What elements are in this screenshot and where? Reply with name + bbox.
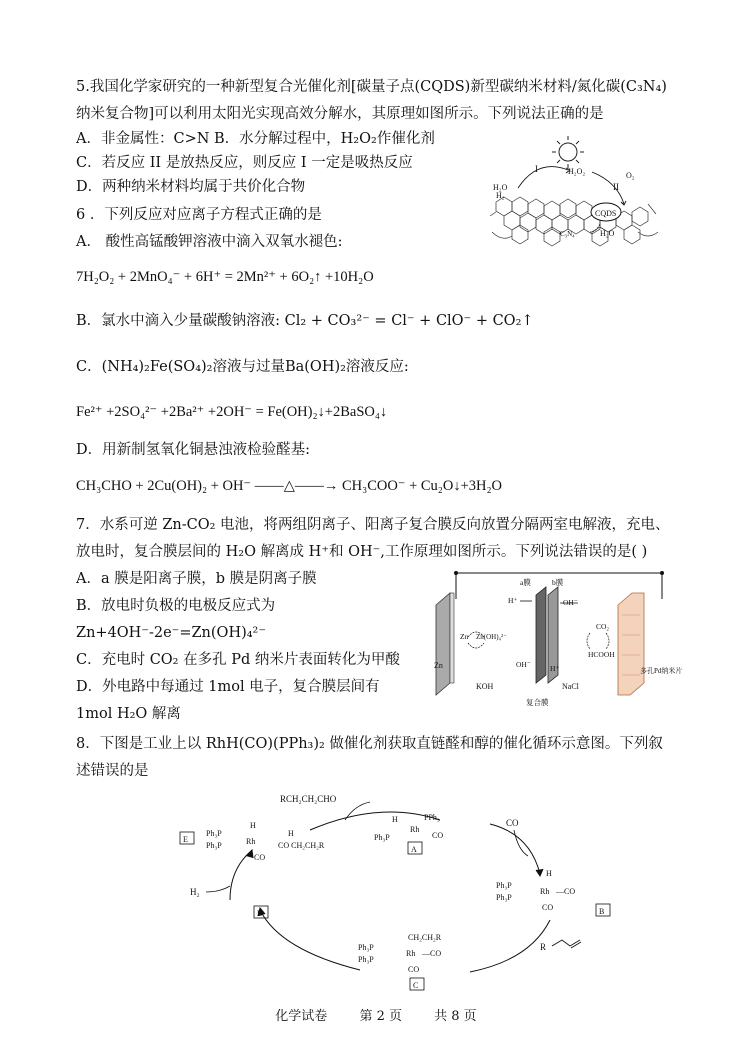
fig5-cqds: CQDS xyxy=(595,209,617,218)
q8-A-pph3: PPh₃ xyxy=(424,813,440,822)
reaction-I-arrow xyxy=(518,167,568,188)
q8-E-ph3p-2: Ph₃P xyxy=(206,841,222,850)
cycle-arrow-bottom-left xyxy=(260,910,360,970)
c3n4-lattice xyxy=(490,197,658,246)
cycle-arrow-top xyxy=(310,812,440,830)
fig5-h2o-right: H₂O xyxy=(600,229,615,238)
fig5-h2: H₂ xyxy=(496,191,505,200)
q8-co-in: CO xyxy=(506,818,519,828)
q8-E-co: CO xyxy=(254,853,266,862)
fig7-zn-oh4: Zn(OH)₄²⁻ xyxy=(476,633,507,641)
q5-stem-line1: 5.我国化学家研究的一种新型复合光催化剂[碳量子点(CQDS)新型碳纳米材料/氮化碳(C₃N₄) xyxy=(76,79,667,95)
q5-option-ab: A．非金属性：C>N B．水分解过程中，H₂O₂作催化剂 xyxy=(76,131,435,147)
q5-option-c: C．若反应 II 是放热反应，则反应 I 一定是吸热反应 xyxy=(76,155,413,171)
q8-h2-in: H₂ xyxy=(190,887,200,897)
fig5-c3n4: C₃N₄ xyxy=(560,230,575,238)
q6-option-b: B．氯水中滴入少量碳酸钠溶液: Cl₂ + CO₃²⁻ = Cl⁻ + ClO⁻ + CO₂↑ xyxy=(76,313,534,329)
fig7-oh-minus-bottom: OH⁻ xyxy=(516,660,531,669)
q8-E-ph3p-1: Ph₃P xyxy=(206,829,222,838)
q7-stem-line1: 7．水系可逆 Zn-CO₂ 电池，将两组阴离子、阳离子复合膜反向放置分隔两室电解液，充电、 xyxy=(76,517,670,533)
q8-A-h: H xyxy=(392,815,398,824)
fig7-a-membrane: a膜 xyxy=(520,578,531,587)
q8-product: RCH₂CH₂CHO xyxy=(280,794,337,804)
q8-B-h: H xyxy=(546,869,552,878)
q8-stem-line2: 述错误的是 xyxy=(76,763,149,779)
q8-B-co-right: —CO xyxy=(556,887,576,896)
q7-option-d2: 1mol H₂O 解离 xyxy=(76,706,181,722)
footer-total: 共 8 页 xyxy=(434,1009,477,1024)
q8-label-C: C xyxy=(413,981,419,990)
q7-option-b2: Zn+4OH⁻-2e⁻=Zn(OH)₄²⁻ xyxy=(76,625,267,641)
q7-option-c: C．充电时 CO₂ 在多孔 Pd 纳米片表面转化为甲酸 xyxy=(76,652,400,668)
fig7-hcooh: HCOOH xyxy=(588,650,615,659)
sun-icon xyxy=(552,136,584,168)
q8-C-ph3p-2: Ph₃P xyxy=(358,955,374,964)
q8-C-ch2ch2r: CH₂CH₂R xyxy=(408,933,442,942)
fig5-o2: O₂ xyxy=(626,171,635,180)
fig5-label-I: I xyxy=(535,164,538,174)
q8-C-co: CO xyxy=(408,965,420,974)
fig7-h-plus-bottom: H⁺ xyxy=(550,664,560,673)
q8-B-ph3p-2: Ph₃P xyxy=(496,893,512,902)
q8-B-co: CO xyxy=(542,903,554,912)
fig7-oh-minus-top: OH⁻ xyxy=(563,598,578,607)
q7-option-b1: B．放电时负极的电极反应式为 xyxy=(76,598,276,614)
q8-E-h: H xyxy=(250,821,256,830)
q6-equation-d: CH₃CHO + 2Cu(OH)₂ + OH⁻ ——△——→ CH₃COO⁻ + Cu₂O↓+3H₂O xyxy=(76,478,503,494)
q6-equation-a: 7H₂O₂ + 2MnO₄⁻ + 6H⁺ = 2Mn²⁺ + 6O₂↑ +10H₂O xyxy=(76,269,374,285)
cycle-arrow-right xyxy=(490,824,540,874)
cycle-arrow-left xyxy=(230,852,250,900)
pd-electrode xyxy=(618,593,644,695)
q8-E-rh: Rh xyxy=(246,837,256,846)
fig7-zn: Zn xyxy=(460,632,469,641)
q7-battery-figure xyxy=(428,565,694,711)
cycle-arrow-bottom-right xyxy=(470,920,550,972)
q6-option-a: A． 酸性高锰酸钾溶液中滴入双氧水褪色: xyxy=(76,234,343,250)
fig7-b-membrane: b膜 xyxy=(552,578,564,587)
q8-E-h2: H xyxy=(288,829,294,838)
q5-photocatalysis-figure xyxy=(488,132,664,254)
q6-stem: 6 ．下列反应对应离子方程式正确的是 xyxy=(76,207,322,223)
q6-equation-c: Fe²⁺ +2SO₄²⁻ +2Ba²⁺ +2OH⁻ = Fe(OH)₂↓+2BaSO₄↓ xyxy=(76,404,388,420)
q8-A-ph3p: Ph₃P xyxy=(374,833,390,842)
fig7-co2: CO₂ xyxy=(596,622,610,631)
zn-electrode xyxy=(436,593,454,695)
q5-stem-line2: 纳米复合物]可以利用太阳光实现高效分解水，其原理如图所示。下列说法正确的是 xyxy=(76,106,604,122)
q7-option-a: A．a 膜是阳离子膜，b 膜是阴离子膜 xyxy=(76,571,317,587)
fig7-zn-electrode: Zn xyxy=(434,661,443,670)
q5-option-d: D．两种纳米材料均属于共价化合物 xyxy=(76,179,306,195)
q8-label-E: E xyxy=(183,835,188,844)
q8-A-rh: Rh xyxy=(410,825,420,834)
fig7-h-plus-top: H⁺ xyxy=(508,596,518,605)
fig7-koh: KOH xyxy=(476,682,494,691)
q6-option-c: C．(NH₄)₂Fe(SO₄)₂溶液与过量Ba(OH)₂溶液反应: xyxy=(76,359,409,375)
reaction-II-arrow xyxy=(592,172,624,204)
q8-C-rh: Rh xyxy=(406,949,416,958)
q8-label-B: B xyxy=(599,907,605,916)
q7-stem-line2: 放电时，复合膜层间的 H₂O 解离成 H⁺和 OH⁻,工作原理如图所示。下列说法错误的是( ) xyxy=(76,544,648,560)
q8-B-ph3p-1: Ph₃P xyxy=(496,881,512,890)
q8-alkene-r: R xyxy=(540,942,547,952)
q7-option-d1: D．外电路中每通过 1mol 电子，复合膜层间有 xyxy=(76,679,380,695)
fig5-h2o-left: H₂O xyxy=(493,183,508,192)
q8-A-co: CO xyxy=(432,831,444,840)
q8-label-A: A xyxy=(411,845,417,854)
footer-subject: 化学试卷 xyxy=(275,1009,328,1024)
fig5-label-II: II xyxy=(613,182,619,192)
q8-B-rh: Rh xyxy=(540,887,550,896)
q8-C-ph3p-1: Ph₃P xyxy=(358,943,374,952)
page-footer xyxy=(0,1005,752,1024)
q8-C-co-right: —CO xyxy=(422,949,442,958)
q8-E-co-ch2ch2r: CO CH₂CH₂R xyxy=(278,841,325,850)
fig7-nacl: NaCl xyxy=(562,682,579,691)
q8-label-D: D xyxy=(257,909,263,918)
fig7-pd: 多孔Pd纳米片 xyxy=(640,667,683,675)
footer-page: 第 2 页 xyxy=(359,1009,402,1024)
fig7-composite: 复合膜 xyxy=(526,698,549,707)
q8-stem-line1: 8．下图是工业上以 RhH(CO)(PPh₃)₂ 做催化剂获取直链醛和醇的催化循环示意图。下列叙 xyxy=(76,736,663,752)
q6-option-d: D．用新制氢氧化铜悬浊液检验醛基: xyxy=(76,442,311,458)
q8-catalytic-cycle xyxy=(170,790,630,1000)
fig5-h2o2: H₂O₂ xyxy=(568,167,586,176)
